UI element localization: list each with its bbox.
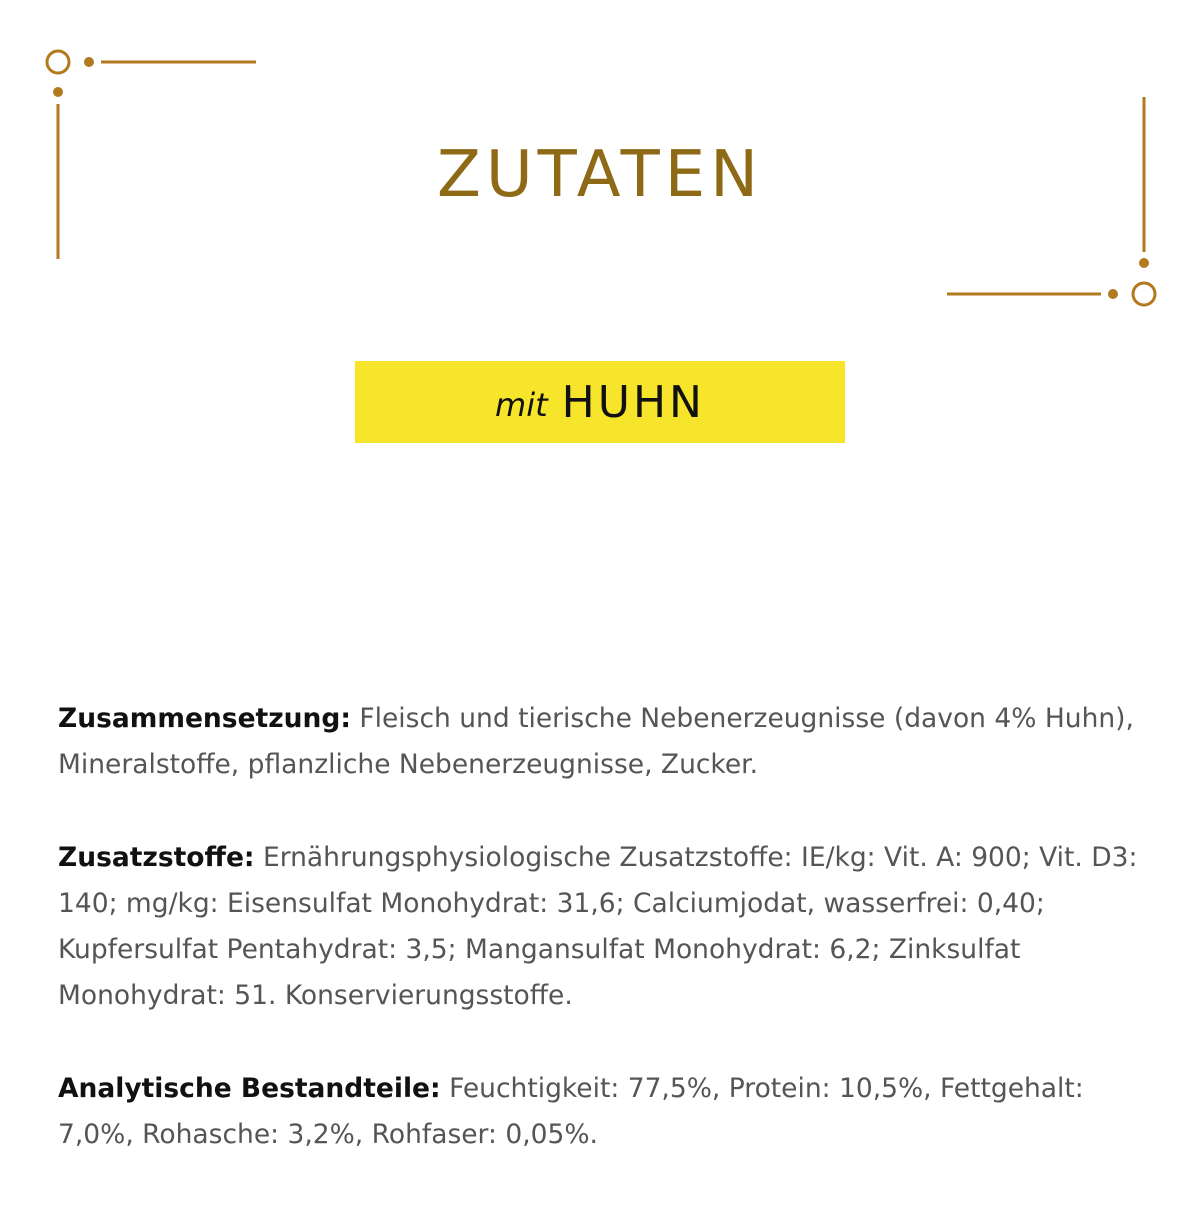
flavor-badge bbox=[355, 361, 845, 443]
ornament-dot bbox=[84, 57, 94, 67]
ornament-ring bbox=[1133, 283, 1155, 305]
section-label: Zusammensetzung: bbox=[58, 703, 351, 734]
composition-section bbox=[58, 696, 1148, 788]
section-text: Feuchtigkeit: 77,5%, Protein: 10,5%, Fettgehalt: 7,0%, Rohasche: 3,2%, Rohfaser: 0,05%. bbox=[58, 1073, 1084, 1150]
section-text: Fleisch und tierische Nebenerzeugnisse (davon 4% Huhn), Mineralstoffe, pflanzliche Nebenerzeugnisse, Zucker. bbox=[58, 703, 1134, 780]
ornament-dot bbox=[1139, 258, 1149, 268]
ornament-dot bbox=[53, 87, 63, 97]
flavor-prefix: mit bbox=[495, 386, 548, 424]
section-label: Zusatzstoffe: bbox=[58, 842, 255, 873]
section-text: Ernährungsphysiologische Zusatzstoffe: IE/kg: Vit. A: 900; Vit. D3: 140; mg/kg: Eisensulfat Monohydrat: 31,6; Calciumjodat, wasserfrei: 0,40; Kupfersulfat Pentahydrat: 3,5; Mangansulfat Monohydrat: 6,2; Zinksulfat Monohydrat: 51. Konservierungsstoffe. bbox=[58, 842, 1138, 1011]
ornament-ring bbox=[47, 51, 69, 73]
ornament-dot bbox=[1108, 289, 1118, 299]
flavor-name: HUHN bbox=[561, 376, 705, 428]
analytical-section bbox=[58, 1066, 1148, 1158]
page-title: ZUTATEN bbox=[436, 138, 764, 212]
section-label: Analytische Bestandteile: bbox=[58, 1073, 441, 1104]
additives-section bbox=[58, 835, 1148, 1019]
ingredients-text bbox=[58, 696, 1148, 1205]
